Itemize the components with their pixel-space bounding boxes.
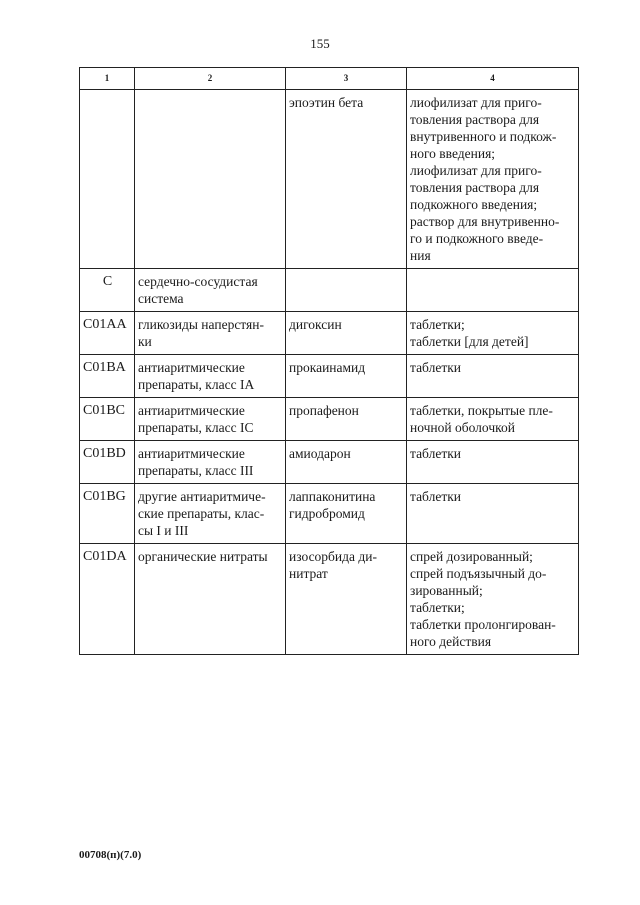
dosage-form-cell <box>407 441 579 484</box>
code-cell: C01DA <box>80 544 135 655</box>
page-number: 155 <box>310 36 330 51</box>
cell-text-line: гликозиды наперстян- <box>138 317 264 332</box>
cell-text-line: дигоксин <box>289 317 342 332</box>
cell-text-line: амиодарон <box>289 446 351 461</box>
cell-text-line: спрей дозированный; <box>410 549 533 564</box>
cell-text-line: таблетки; <box>410 317 465 332</box>
cell-text-line: го и подкожного введе- <box>410 231 544 246</box>
group-cell <box>135 441 286 484</box>
cell-text-line: внутривенного и подкож- <box>410 129 557 144</box>
table-row <box>80 312 579 355</box>
cell-text-line: лаппаконитина <box>289 489 376 504</box>
group-cell <box>135 90 286 269</box>
cell-text-line: таблетки <box>410 360 462 375</box>
drug-cell <box>286 269 407 312</box>
header-row <box>80 68 579 90</box>
group-cell <box>135 544 286 655</box>
code-cell: C <box>80 269 135 312</box>
code-cell: C01BG <box>80 484 135 544</box>
dosage-form-cell <box>407 312 579 355</box>
group-cell <box>135 312 286 355</box>
code-cell: C01BA <box>80 355 135 398</box>
cell-text-line: ного действия <box>410 634 492 649</box>
drug-cell <box>286 312 407 355</box>
code-cell: C01BD <box>80 441 135 484</box>
cell-text-line: изосорбида ди- <box>289 549 377 564</box>
drug-cell <box>286 355 407 398</box>
cell-text-line: антиаритмические <box>138 446 245 461</box>
cell-text-line: подкожного введения; <box>410 197 538 212</box>
dosage-form-cell <box>407 355 579 398</box>
cell-text-line: таблетки <box>410 489 462 504</box>
drug-cell <box>286 441 407 484</box>
column-header-1: 1 <box>80 68 135 90</box>
code-cell: C01AA <box>80 312 135 355</box>
cell-text-line: лиофилизат для приго- <box>410 163 542 178</box>
drug-cell <box>286 484 407 544</box>
drug-cell <box>286 544 407 655</box>
table-row <box>80 441 579 484</box>
cell-text-line: раствор для внутривенно- <box>410 214 560 229</box>
cell-text-line: другие антиаритмиче- <box>138 489 266 504</box>
cell-text-line: сы I и III <box>138 523 189 538</box>
dosage-form-cell <box>407 484 579 544</box>
cell-text-line: препараты, класс III <box>138 463 254 478</box>
group-cell <box>135 484 286 544</box>
cell-text-line: ки <box>138 334 152 349</box>
cell-text-line: препараты, класс IA <box>138 377 255 392</box>
cell-text-line: препараты, класс IC <box>138 420 254 435</box>
table-body <box>80 90 579 655</box>
group-cell <box>135 355 286 398</box>
cell-text-line: нитрат <box>289 566 328 581</box>
cell-text-line: таблетки; <box>410 600 465 615</box>
cell-text-line: пропафенон <box>289 403 359 418</box>
group-cell <box>135 269 286 312</box>
cell-text-line: ного введения; <box>410 146 496 161</box>
dosage-form-cell <box>407 269 579 312</box>
dosage-form-cell <box>407 90 579 269</box>
column-header-2: 2 <box>135 68 286 90</box>
cell-text-line: товления раствора для <box>410 112 540 127</box>
cell-text-line: органические нитраты <box>138 549 268 564</box>
code-cell: C01BC <box>80 398 135 441</box>
cell-text-line: антиаритмические <box>138 360 245 375</box>
table-row <box>80 484 579 544</box>
cell-text-line: сердечно-сосудистая <box>138 274 258 289</box>
cell-text-line: таблетки, покрытые пле- <box>410 403 553 418</box>
cell-text-line: ночной оболочкой <box>410 420 515 435</box>
cell-text-line: таблетки пролонгирован- <box>410 617 556 632</box>
column-header-3: 3 <box>286 68 407 90</box>
cell-text-line: зированный; <box>410 583 483 598</box>
cell-text-line: ния <box>410 248 431 263</box>
table-row <box>80 269 579 312</box>
dosage-form-cell <box>407 544 579 655</box>
cell-text-line: эпоэтин бета <box>289 95 364 110</box>
drug-cell <box>286 90 407 269</box>
cell-text-line: спрей подъязычный до- <box>410 566 547 581</box>
cell-text-line: гидробромид <box>289 506 365 521</box>
cell-text-line: антиаритмические <box>138 403 245 418</box>
cell-text-line: таблетки [для детей] <box>410 334 529 349</box>
footer-document-code: 00708(п)(7.0) <box>79 849 142 861</box>
cell-text-line: товления раствора для <box>410 180 540 195</box>
drug-cell <box>286 398 407 441</box>
table-header <box>80 68 579 90</box>
table-row <box>80 355 579 398</box>
cell-text-line: прокаинамид <box>289 360 366 375</box>
dosage-form-cell <box>407 398 579 441</box>
table-row <box>80 90 579 269</box>
cell-text-line: ские препараты, клас- <box>138 506 265 521</box>
group-cell <box>135 398 286 441</box>
table-row <box>80 398 579 441</box>
cell-text-line: лиофилизат для приго- <box>410 95 542 110</box>
column-header-4: 4 <box>407 68 579 90</box>
cell-text-line: система <box>138 291 184 306</box>
table-row <box>80 544 579 655</box>
medicine-table <box>79 67 579 655</box>
code-cell <box>80 90 135 269</box>
cell-text-line: таблетки <box>410 446 462 461</box>
